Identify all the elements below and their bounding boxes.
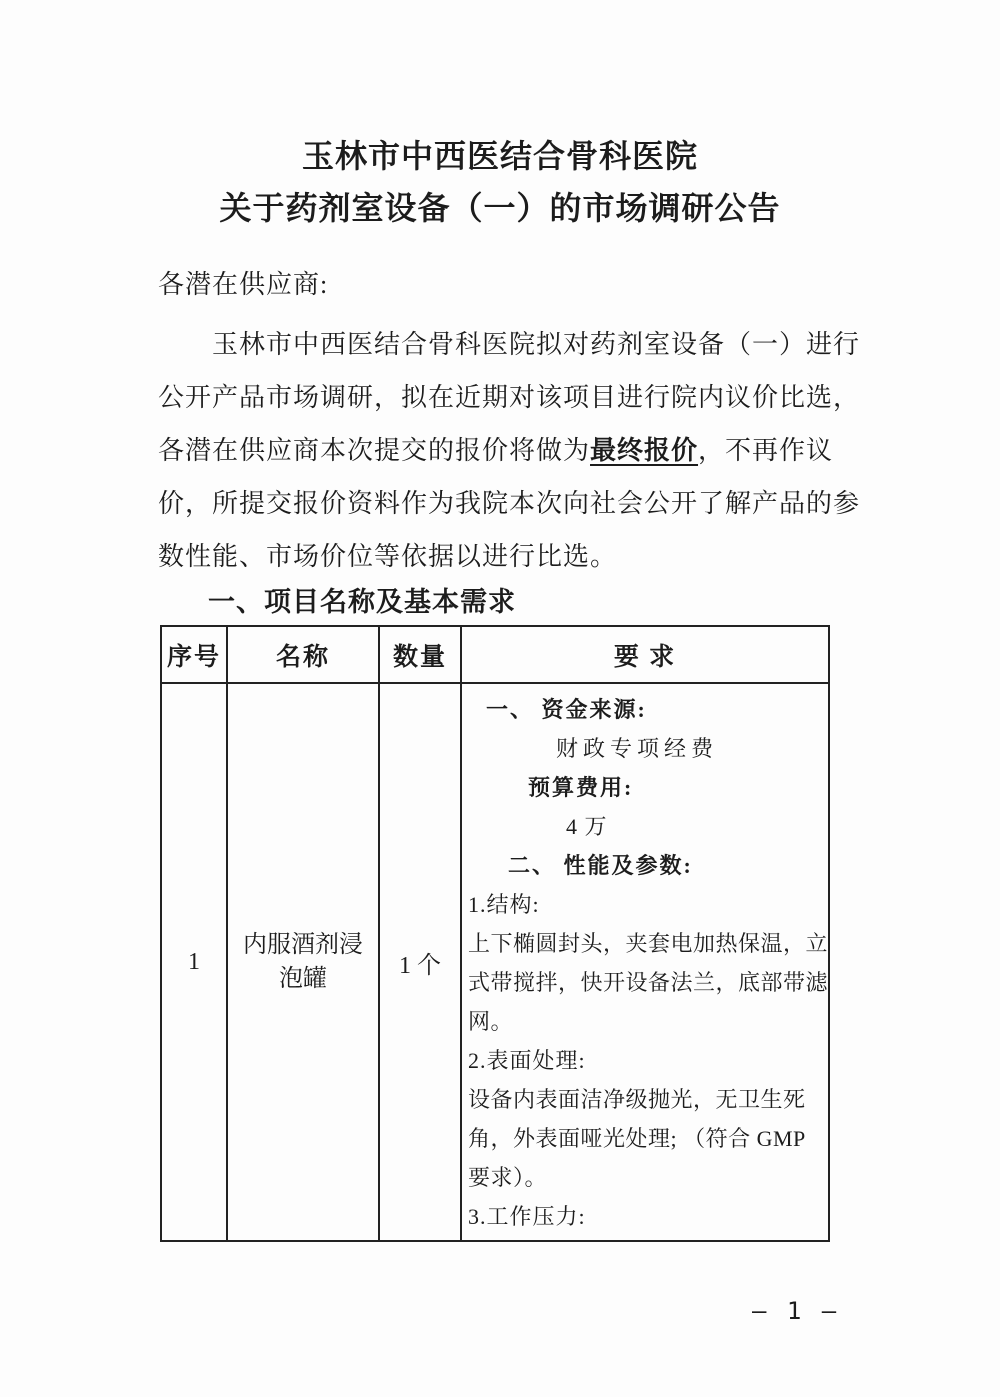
intro-paragraph bbox=[158, 318, 861, 583]
intro-line: 数性能、市场价位等依据以进行比选。 bbox=[158, 542, 618, 571]
intro-line bbox=[158, 424, 848, 477]
col-header-requirements: 要 求 bbox=[461, 626, 829, 683]
cell-quantity: 1 个 bbox=[379, 683, 461, 1241]
document-title bbox=[0, 130, 1000, 234]
page-number: — 1 — bbox=[752, 1297, 840, 1325]
req-structure-text: 网。 bbox=[468, 1009, 514, 1034]
cell-requirements bbox=[461, 683, 829, 1241]
intro-line-3-post: ，不再作议 bbox=[698, 436, 834, 465]
requirements-table bbox=[160, 625, 830, 1242]
req-budget-heading: 预算费用: bbox=[528, 775, 634, 800]
req-structure-text: 上下椭圆封头，夹套电加热保温，立 bbox=[468, 931, 829, 956]
col-header-quantity: 数量 bbox=[379, 626, 461, 683]
intro-line: 价，所提交报价资料作为我院本次向社会公开了解产品的参 bbox=[158, 489, 861, 518]
cell-seq: 1 bbox=[161, 683, 227, 1241]
intro-line-3-pre: 各潜在供应商本次提交的报价将做为 bbox=[158, 436, 591, 465]
req-performance-heading: 二、 性能及参数: bbox=[508, 853, 693, 878]
req-funding-source-heading: 一、 资金来源: bbox=[486, 697, 647, 722]
final-quote-emphasis: 最终报价 bbox=[590, 436, 699, 465]
col-header-seq: 序号 bbox=[161, 626, 227, 683]
intro-line: 公开产品市场调研，拟在近期对该项目进行院内议价比选， bbox=[158, 383, 861, 412]
req-surface-text: 设备内表面洁净级抛光，无卫生死 bbox=[468, 1087, 806, 1112]
table-row bbox=[161, 683, 829, 1241]
salutation: 各潜在供应商: bbox=[158, 270, 329, 299]
name-line-1: 内服酒剂浸 bbox=[243, 932, 363, 958]
table-header-row bbox=[161, 626, 829, 683]
req-structure-heading: 1.结构: bbox=[468, 892, 540, 917]
title-line-1: 玉林市中西医结合骨科医院 bbox=[301, 138, 698, 174]
req-surface-text: 要求）。 bbox=[468, 1165, 548, 1190]
col-header-name: 名称 bbox=[227, 626, 379, 683]
title-line-2: 关于药剂室设备（一）的市场调研公告 bbox=[219, 190, 781, 226]
name-line-2: 泡罐 bbox=[279, 966, 327, 992]
req-funding-source-value: 财政专项经费 bbox=[556, 736, 719, 761]
req-surface-text: 角，外表面哑光处理; （符合 GMP bbox=[468, 1126, 806, 1151]
intro-line: 玉林市中西医结合骨科医院拟对药剂室设备（一）进行 bbox=[212, 330, 861, 359]
cell-name bbox=[227, 683, 379, 1241]
req-pressure-heading: 3.工作压力: bbox=[468, 1204, 586, 1229]
req-structure-text: 式带搅拌，快开设备法兰，底部带滤 bbox=[468, 970, 829, 995]
req-surface-heading: 2.表面处理: bbox=[468, 1048, 586, 1073]
section-heading: 一、项目名称及基本需求 bbox=[208, 587, 516, 617]
req-budget-value: 4 万 bbox=[566, 814, 608, 839]
